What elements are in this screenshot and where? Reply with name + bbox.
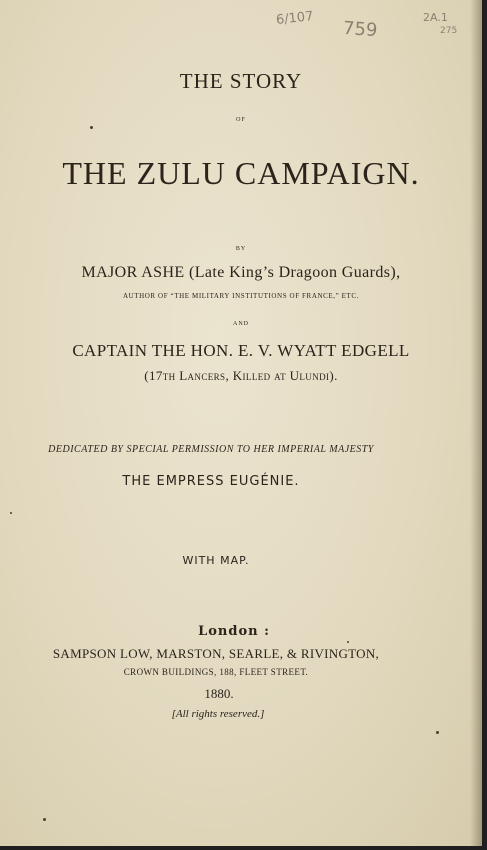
with-map: WITH MAP. bbox=[182, 554, 250, 567]
pencil-mark-right-top: 2A.1 bbox=[423, 11, 448, 24]
title-main: THE ZULU CAMPAIGN. bbox=[62, 155, 420, 191]
imprint-city: London : bbox=[198, 624, 270, 639]
dedication: DEDICATED BY SPECIAL PERMISSION TO HER IMPERIAL MAJESTY bbox=[48, 444, 374, 455]
title-of: OF bbox=[236, 117, 246, 123]
dedicatee: THE EMPRESS EUGÉNIE. bbox=[122, 474, 300, 489]
paper-speck bbox=[10, 512, 12, 514]
paper-speck bbox=[347, 641, 349, 643]
paper-speck bbox=[436, 731, 439, 734]
pencil-mark-right-bottom: 275 bbox=[440, 26, 458, 36]
imprint-publisher: SAMPSON LOW, MARSTON, SEARLE, & RIVINGTON, bbox=[52, 646, 380, 661]
by-label: BY bbox=[235, 246, 247, 252]
author-one-credit: AUTHOR OF “THE MILITARY INSTITUTIONS OF FRANCE,” ETC. bbox=[122, 292, 360, 300]
page-edge-shadow bbox=[470, 0, 482, 846]
and-label: AND bbox=[233, 321, 249, 327]
author-two-note: (17th Lancers, Killed at Ulundi). bbox=[144, 368, 338, 383]
title-top: THE STORY bbox=[179, 69, 303, 93]
pencil-mark-middle: 759 bbox=[342, 17, 379, 42]
author-one: MAJOR ASHE (Late King’s Dragoon Guards), bbox=[81, 264, 401, 281]
imprint-year: 1880. bbox=[204, 686, 234, 701]
paper-speck bbox=[90, 126, 93, 129]
imprint-address: CROWN BUILDINGS, 188, FLEET STREET. bbox=[123, 667, 309, 677]
author-two: CAPTAIN THE HON. E. V. WYATT EDGELL bbox=[72, 341, 410, 360]
pencil-mark-left: 6/107 bbox=[275, 9, 315, 28]
imprint-rights: [All rights reserved.] bbox=[171, 708, 265, 720]
paper-speck bbox=[43, 818, 46, 821]
